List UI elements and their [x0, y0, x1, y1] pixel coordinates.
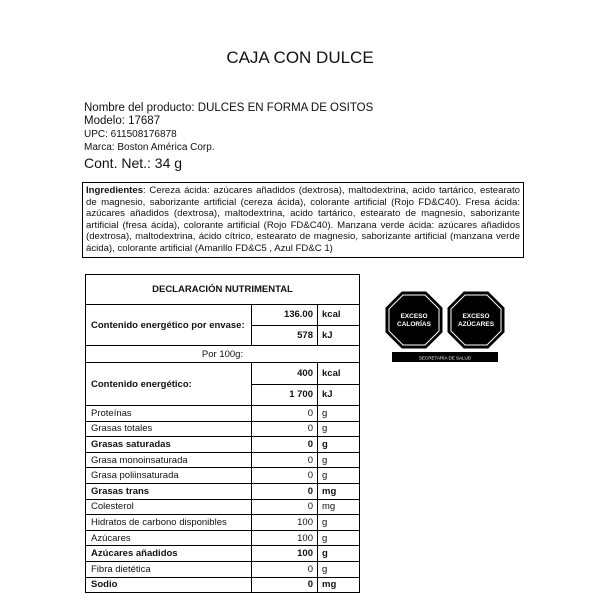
- nutrient-row: [86, 578, 359, 593]
- kcal-unit: kcal: [322, 309, 341, 321]
- per-100g-label: Por 100g:: [201, 348, 244, 360]
- energy-kj: 1 700: [252, 385, 318, 406]
- nutrient-value: 0: [252, 578, 318, 593]
- seal-sugars-line1: EXCESO: [462, 313, 490, 320]
- nutrient-unit: g: [322, 423, 328, 435]
- product-brand: Marca: Boston América Corp.: [84, 142, 215, 153]
- nutrient-rows: [86, 406, 359, 592]
- nutrient-label: Grasa poliinsaturada: [86, 468, 252, 483]
- nutrient-value: 0: [252, 437, 318, 452]
- energy-per-package-kj: 578: [252, 326, 318, 346]
- nutrient-unit: g: [322, 470, 328, 482]
- nutrient-unit: g: [322, 438, 328, 450]
- nutrient-value: 100: [252, 531, 318, 546]
- nutrient-row: [86, 562, 359, 578]
- nutrient-value: 0: [252, 562, 318, 577]
- ingredients-box: [82, 182, 524, 258]
- product-net-content: Cont. Net.: 34 g: [84, 155, 183, 171]
- seal-calories-line2: CALORÍAS: [397, 321, 431, 328]
- energy-kcal: 400: [252, 363, 318, 384]
- nutrient-value: 100: [252, 546, 318, 561]
- nutrient-value: 0: [252, 468, 318, 483]
- nutrient-label: Hidratos de carbono disponibles: [86, 515, 252, 530]
- per-100g-row: [86, 346, 359, 363]
- nutrient-row: [86, 515, 359, 531]
- nutrient-unit: g: [322, 563, 328, 575]
- energy-per-package: [86, 305, 359, 346]
- nutrient-label: Sodio: [86, 578, 252, 593]
- nutrient-row: [86, 406, 359, 422]
- nutrient-label: Grasas saturadas: [86, 437, 252, 452]
- nutrient-unit: g: [322, 548, 328, 560]
- nutrient-value: 0: [252, 422, 318, 437]
- nutrient-value: 100: [252, 515, 318, 530]
- nutrient-row: [86, 531, 359, 547]
- product-name: Nombre del producto: DULCES EN FORMA DE OSITOS: [84, 102, 374, 114]
- nutrition-header: DECLARACIÓN NUTRIMENTAL: [86, 275, 359, 305]
- nutrient-value: 0: [252, 406, 318, 421]
- seal-calories-line1: EXCESO: [400, 313, 428, 320]
- page-title: CAJA CON DULCE: [226, 48, 374, 67]
- product-info: [84, 102, 373, 172]
- nutrient-label: Azúcares: [86, 531, 252, 546]
- energy-kj-unit: kJ: [322, 389, 333, 401]
- nutrient-row: [86, 468, 359, 484]
- energy-label: Contenido energético:: [86, 363, 252, 405]
- nutrition-table: [85, 274, 360, 593]
- nutrient-unit: mg: [322, 501, 336, 513]
- ingredients-label: Ingredientes: [86, 185, 144, 196]
- nutrient-row: [86, 437, 359, 453]
- nutrient-row: [86, 453, 359, 469]
- nutrient-value: 0: [252, 500, 318, 515]
- energy-per-package-label: Contenido energético por envase:: [86, 305, 252, 345]
- nutrient-label: Grasa monoinsaturada: [86, 453, 252, 468]
- nutrient-unit: g: [322, 407, 328, 419]
- product-upc: UPC: 611508176878: [84, 129, 177, 140]
- nutrient-label: Grasas trans: [86, 484, 252, 499]
- nutrient-row: [86, 500, 359, 516]
- nutrient-label: Colesterol: [86, 500, 252, 515]
- nutrient-unit: g: [322, 454, 328, 466]
- nutrient-label: Grasas totales: [86, 422, 252, 437]
- nutrient-row: [86, 422, 359, 438]
- nutrient-unit: mg: [322, 485, 337, 497]
- nutrient-label: Fibra dietética: [86, 562, 252, 577]
- ingredients-text: : Cereza ácida: azúcares añadidos (dextrosa), maltodextrina, acido tartárico, estearato de magnesio, saborizante artificial (cereza ácida), colorante artificial (Rojo FD&C40). Fresa ácida: azúcares añadidos (dextrosa), maltodextrina, acido tartárico, estearato de magnesio, saborizante artificial (fresa ácida), colorante artificial (Rojo FD&C40). Manzana verde ácida: azúcares añadidos (dextrosa), maltodextrina, ácido cítrico, estearato de magnesio, saborizante artificial (manzana verde ácida), colorante artificial (Amarillo FD&C5 , Azul FD&C 1): [86, 185, 520, 254]
- nutrient-row: [86, 546, 359, 562]
- nutrient-value: 0: [252, 453, 318, 468]
- seal-sugars-line2: AZÚCARES: [457, 321, 495, 328]
- nutrient-unit: g: [322, 516, 328, 528]
- nutrient-label: Azúcares añadidos: [86, 546, 252, 561]
- energy-per-package-kcal: 136.00: [252, 305, 318, 325]
- nutrient-label: Proteínas: [86, 406, 252, 421]
- nutrient-unit: mg: [322, 579, 337, 591]
- warning-seals: [384, 290, 506, 368]
- seal-footer-text: SECRETARÍA DE SALUD: [419, 355, 471, 361]
- product-model: Modelo: 17687: [84, 115, 161, 127]
- energy-kcal-unit: kcal: [322, 367, 341, 379]
- nutrient-value: 0: [252, 484, 318, 499]
- nutrient-unit: g: [322, 532, 328, 544]
- kj-unit: kJ: [322, 329, 333, 341]
- nutrient-row: [86, 484, 359, 500]
- seal-excess-sugars-icon: [448, 292, 504, 348]
- energy-per-100g: [86, 363, 359, 406]
- seal-excess-calories-icon: [386, 292, 442, 348]
